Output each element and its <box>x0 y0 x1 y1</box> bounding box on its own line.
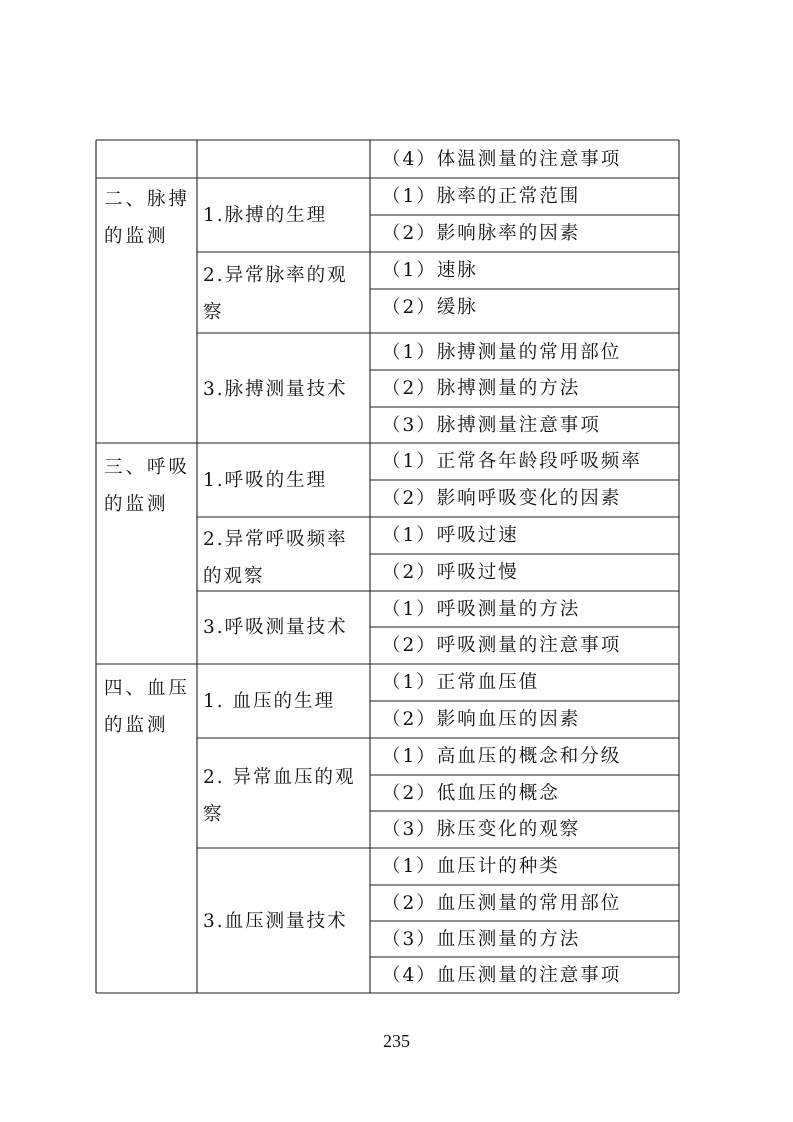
subitem-cell: （1）脉搏测量的常用部位 <box>382 342 622 363</box>
subitem-cell: （3）血压测量的方法 <box>382 929 581 950</box>
subitem-cell: （2）缓脉 <box>382 297 478 318</box>
subitem-cell: （1）呼吸测量的方法 <box>382 599 581 620</box>
page-number: 235 <box>383 1031 410 1051</box>
topic-cell: 3.脉搏测量技术 <box>203 379 348 400</box>
subitem-cell: （3）脉搏测量注意事项 <box>382 415 601 436</box>
subitem-cell: （2）呼吸测量的注意事项 <box>382 635 622 656</box>
topic-cell: 1.脉搏的生理 <box>203 205 328 226</box>
subitem-cell: （1）速脉 <box>382 260 478 281</box>
topic-cell: 1.呼吸的生理 <box>203 470 328 491</box>
subitem-cell: （4）血压测量的注意事项 <box>382 965 622 986</box>
topic-cell: 2. 异常血压的观察 <box>203 767 356 825</box>
topic-cell: 1. 血压的生理 <box>203 691 336 712</box>
subitem-cell: （2）影响血压的因素 <box>382 709 581 730</box>
subitem-cell: （1）呼吸过速 <box>382 525 519 546</box>
subitem-cell: （2）低血压的概念 <box>382 783 560 804</box>
subitem-cell: （1）正常血压值 <box>382 672 540 693</box>
topic-cell: 2.异常呼吸频率的观察 <box>203 529 348 587</box>
section-cell: 二、脉搏的监测 <box>104 189 191 247</box>
topic-cell: 3.血压测量技术 <box>203 911 348 932</box>
subitem-cell: （1）血压计的种类 <box>382 856 560 877</box>
section-cell: 四、血压的监测 <box>104 678 191 736</box>
subitem-cell: （2）脉搏测量的方法 <box>382 378 581 399</box>
subitem-cell: （2）影响呼吸变化的因素 <box>382 488 622 509</box>
subitem-cell: （4）体温测量的注意事项 <box>382 149 622 170</box>
subitem-cell: （3）脉压变化的观察 <box>382 819 581 840</box>
section-cell: 三、呼吸的监测 <box>104 457 191 515</box>
subitem-cell: （2）呼吸过慢 <box>382 562 519 583</box>
topic-cell: 2.异常脉率的观察 <box>203 265 348 323</box>
subitem-cell: （2）血压测量的常用部位 <box>382 893 622 914</box>
subitem-cell: （1）正常各年龄段呼吸频率 <box>382 451 642 472</box>
subitem-cell: （1）高血压的概念和分级 <box>382 746 622 767</box>
subitem-cell: （2）影响脉率的因素 <box>382 223 581 244</box>
subitem-cell: （1）脉率的正常范围 <box>382 186 581 207</box>
topic-cell: 3.呼吸测量技术 <box>203 617 348 638</box>
